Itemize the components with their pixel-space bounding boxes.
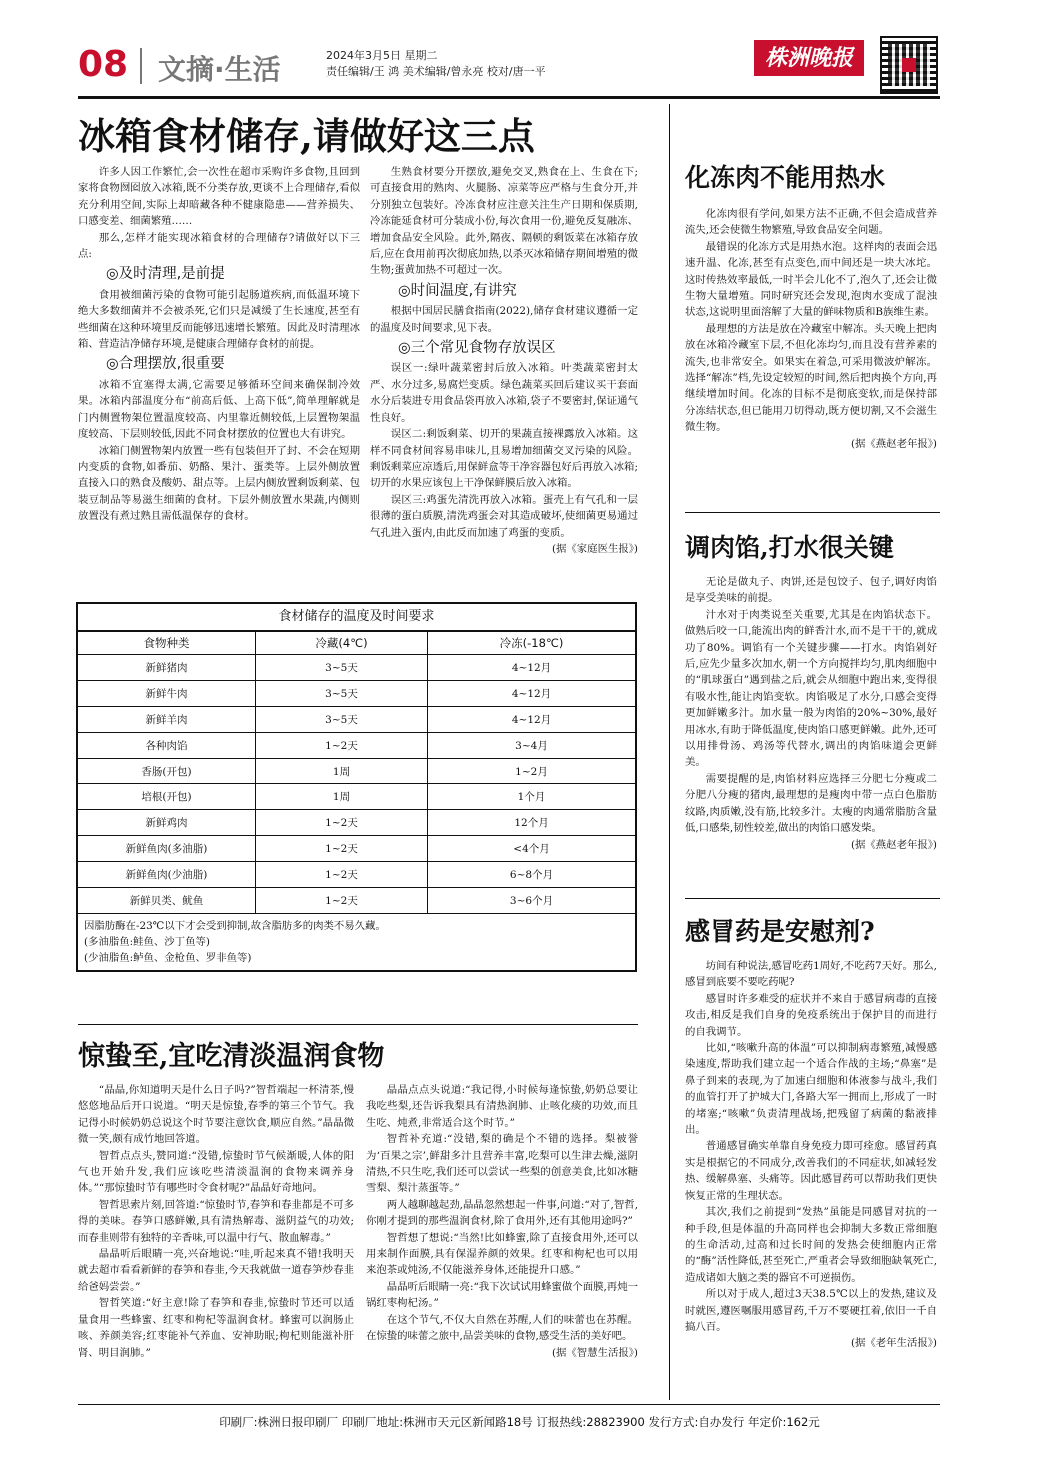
table-cell: 新鲜鱼肉(少油脂): [78, 862, 256, 888]
table-cell: 1~2天: [256, 888, 428, 914]
article5-paragraph: 所以对于成人,超过3天38.5℃以上的发热,建议及时就医,遵医嘱服用感冒药,千万不要硬扛着,依旧一千自搞八百。: [685, 1288, 937, 1333]
article2-title: 惊蛰至,宜吃清淡温润食物: [78, 1041, 385, 1072]
article1-column-1: [78, 164, 360, 525]
article4-paragraph: 无论是做丸子、肉饼,还是包饺子、包子,调好肉馅是享受美味的前提。: [685, 576, 937, 605]
article4-title: 调肉馅,打水很关键: [685, 533, 894, 562]
table-header-cell: 冷藏(4℃): [256, 632, 428, 655]
table-cell: 培根(开包): [78, 784, 256, 810]
column-separator: [669, 104, 670, 1400]
article2-paragraph: 智哲补充道:“没错,梨的确是个不错的选择。梨被誉为‘百果之宗’,鲜甜多汁且营养丰富,吃梨可以生津去燥,滋阴清热,不只生吃,我们还可以尝试一些梨的创意美食,比如冰糖雪梨、梨汁蒸蛋等。”: [366, 1133, 638, 1195]
article4-source: (据《燕赵老年报》): [850, 838, 937, 851]
footer-info: 印刷厂:株洲日报印刷厂 印刷厂地址:株洲市天元区新闻路18号 订报热线:28823900 发行方式:自办发行 年定价:162元: [219, 1415, 820, 1429]
article2-rule: [78, 1024, 638, 1025]
article1-paragraph: 冰箱不宜塞得太满,它需要足够循环空间来确保制冷效果。冰箱内部温度分布“前高后低、上高下低”,简单理解就是门内侧置物架位置温度较高、内里靠近侧较低,上层置物架温度较高、下层则较低,因此不同食材摆放的位置也大有讲究。: [78, 378, 360, 441]
table-row: [78, 810, 635, 836]
table-row: [78, 706, 635, 732]
table-row: [78, 758, 635, 784]
article1-paragraph: 生熟食材要分开摆放,避免交叉,熟食在上、生食在下;可直接食用的熟肉、火腿肠、凉菜等应严格与生食分开,并分别独立包装好。冷冻食材应注意关注生产日期和保质期,冷冻能延食材可分装成小份,每次食用一份,避免反复融冻、增加食品安全风险。此外,隔夜、隔顿的剩饭菜在冰箱存放后,应在食用前再次彻底加热,以杀灭冰箱储存期间增殖的微生物;蛋黄加热不可超过一次。: [370, 166, 638, 277]
article1-source: (据《家庭医生报》): [551, 542, 638, 555]
article2-paragraph: 晶晶点点头说道:“我记得,小时候每逢惊蛰,奶奶总要让我吃些梨,还告诉我梨具有清热润肺、止咳化痰的功效,而且生吃、炖煮,非常适合这个时节。”: [366, 1084, 638, 1129]
table-grid: [78, 631, 635, 914]
table-row: [78, 836, 635, 862]
table-header-row: [78, 632, 635, 655]
article5-title: 感冒药是安慰剂?: [685, 917, 875, 946]
table-notes: [78, 914, 635, 970]
header-info: [326, 48, 546, 80]
article2-paragraph: 智哲点点头,赞同道:“没错,惊蛰时节气候渐暖,人体的阳气也开始升发,我们应该吃些清淡温润的食物来调养身体。”“那惊蛰时节有哪些时令食材呢?”晶晶好奇地问。: [78, 1149, 354, 1195]
table-cell: 1个月: [428, 784, 635, 810]
article1-subhead: ◎三个常见食物存放误区: [398, 340, 556, 357]
article5-paragraph: 比如,“咳嗽升高的体温”可以抑制病毒繁殖,减慢感染速度,帮助我们建立起一个适合作战的主场;“鼻塞”是鼻子到来的表现,为了加速白细胞和体液参与战斗,我们的血管打开了护城大门,各路大军一拥而上,形成了一时的堵塞;“咳嗽”负责清理战场,把残留了病菌的黏液排出。: [685, 1042, 937, 1137]
article5-paragraph: 其次,我们之前提到“发热”虽能是同感冒对抗的一种手段,但是体温的升高同样也会抑制大多数正常细胞的生命活动,过高和过长时间的发热会使细胞内正常的“酶”活性降低,甚至死亡,严重者会导致细胞缺氧死亡,造成诸如大脑之类的器官不可逆损伤。: [685, 1206, 937, 1284]
article1-paragraph: 冰箱门侧置物架内放置一些有包装但开了封、不会在短期内变质的食物,如番茄、奶酪、果汁、蛋类等。上层外侧放置直接入口的熟食及酸奶、甜点等。上层内侧放置剩饭剩菜、包装豆制品等易滋生细菌的食材。下层外侧放置水果蔬,内侧则放置没有煮过熟且需低温保存的食材。: [78, 444, 360, 523]
table-row: [78, 680, 635, 706]
newspaper-logo: 株洲晚报: [754, 40, 864, 76]
article5-paragraph: 感冒时许多难受的症状并不来自于感冒病毒的直接攻击,相反是我们自身的免疫系统出于保护目的而进行的自我调节。: [685, 992, 937, 1038]
table-cell: 新鲜羊肉: [78, 706, 256, 732]
table-row: [78, 784, 635, 810]
article4-paragraph: 汁水对于肉类说至关重要,尤其是在肉馅状态下。做熟后咬一口,能流出肉的鲜香汁水,而不是干干的,就成功了80%。调馅有一个关键步骤——打水。肉馅剁好后,应先少量多次加水,朝一个方向搅拌均匀,肌肉细胞中的“肌球蛋白”遇到盐之后,就会从细胞中跑出来,变得很有吸水性,能让肉馅变软。肉馅吸足了水分,口感会变得更加鲜嫩多汁。加水量一般为肉馅的20%~30%,最好用冰水,有助于降低温度,使肉馅口感更鲜嫩。此外,还可以用排骨汤、鸡汤等代替水,调出的肉馅味道会更鲜美。: [685, 608, 937, 769]
table-cell: 3~5天: [256, 706, 428, 732]
table-cell: 1~2天: [256, 810, 428, 836]
article1-subhead: ◎时间温度,有讲究: [398, 282, 517, 299]
article2-column-1: [78, 1082, 354, 1361]
table-cell: <4个月: [428, 836, 635, 862]
article2-paragraph: 晶晶听后眼睛一亮,兴奋地说:“哇,听起来真不错!我明天就去超市看看新鲜的春笋和春韭,今天我就做一道春笋炒春韭给爸妈尝尝。”: [78, 1248, 354, 1293]
table-note: 因脂肪酶在-23℃以下才会受到抑制,故含脂肪多的肉类不易久藏。: [84, 919, 386, 932]
table-cell: 新鲜贝类、鱿鱼: [78, 888, 256, 914]
article4-paragraph: 需要提醒的是,肉馅材料应选择三分肥七分瘦或二分肥八分瘦的猪肉,最理想的是瘦肉中带一点白色脂肪纹路,肉质嫩,没有筋,比较多汁。太瘦的肉通常脂肪含量低,口感柴,韧性较差,做出的肉馅口感发柴。: [685, 772, 937, 835]
article2-paragraph: 晶晶听后眼睛一亮:“我下次试试用蜂蜜做个面膜,再炖一锅红枣枸杞汤。”: [366, 1280, 638, 1310]
article4-rule: [685, 512, 940, 513]
table-cell: 1~2天: [256, 732, 428, 758]
article3-paragraph: 最理想的方法是放在冷藏室中解冻。头天晚上把肉放在冰箱冷藏室下层,不但化冻均匀,而且没有营养素的流失,也非常安全。如果实在着急,可采用微波炉解冻。选择“解冻”档,先设定较短的时间,然后把肉换个方向,再继续增加时间。化冻的目标不是彻底变软,而是保持部分冻结状态,但已能用刀切得动,既方便切割,又不会滋生微生物。: [685, 322, 937, 434]
footer-rule: [78, 1404, 940, 1405]
qr-code-icon: [880, 36, 938, 94]
table-cell: 4~12月: [428, 655, 635, 681]
article1-paragraph: 根据中国居民膳食指南(2022),储存食材建议遵循一定的温度及时间要求,见下表。: [370, 305, 638, 334]
table-cell: 新鲜鱼肉(多油脂): [78, 836, 256, 862]
article3-title: 化冻肉不能用热水: [685, 163, 886, 192]
table-cell: 4~12月: [428, 706, 635, 732]
table-cell: 6~8个月: [428, 862, 635, 888]
article2-column-2: [366, 1082, 638, 1361]
table-cell: 12个月: [428, 810, 635, 836]
table-cell: 新鲜鸡肉: [78, 810, 256, 836]
editors-line: 责任编辑/王 鸿 美术编辑/曾永亮 校对/唐一平: [326, 65, 546, 78]
table-header-cell: 冷冻(-18℃): [428, 632, 635, 655]
article5-rule: [685, 898, 940, 899]
header-divider: [140, 48, 142, 84]
article1-paragraph: 食用被细菌污染的食物可能引起肠道疾病,而低温环境下绝大多数细菌并不会被杀死,它们只是减缓了生长速度,甚至有些细菌在这种环境里反而能够迅速增长繁殖。因此及时清理冰箱、营造洁净储存环境,是健康合理储存食材的前提。: [78, 288, 360, 351]
table-header-cell: 食物种类: [78, 632, 256, 655]
article1-column-2: [370, 164, 638, 557]
article1-paragraph: 误区二:剩饭剩菜、切开的果蔬直接裸露放入冰箱。这样不同食材间容易串味儿,且易增加细菌交叉污染的风险。剩饭剩菜应凉透后,用保鲜盒等干净容器包好后再放入冰箱;切开的水果应该包上干净保鲜膜后放入冰箱。: [370, 428, 638, 490]
article3-source: (据《燕赵老年报》): [850, 437, 937, 450]
article2-paragraph: 智哲想了想说:“当然!比如蜂蜜,除了直接食用外,还可以用来制作面膜,具有保湿养颜的效果。红枣和枸杞也可以用来泡茶或炖汤,不仅能滋养身体,还能提升口感。”: [366, 1231, 638, 1277]
table-cell: 新鲜猪肉: [78, 655, 256, 681]
table-row: [78, 732, 635, 758]
article2-paragraph: 智哲笑道:“好主意!除了春笋和春韭,惊蛰时节还可以适量食用一些蜂蜜、红枣和枸杞等温润食材。蜂蜜可以润肠止咳、养颜美容;红枣能补气养血、安神助眠;枸杞则能滋补肝肾、明目润肺。”: [78, 1297, 354, 1359]
table-note: (少油脂鱼:鲈鱼、金枪鱼、罗非鱼等): [84, 951, 252, 964]
article1-paragraph: 那么,怎样才能实现冰箱食材的合理储存?请做好以下三点:: [78, 231, 360, 261]
table-note: (多油脂鱼:鲑鱼、沙丁鱼等): [84, 935, 210, 948]
table-row: [78, 862, 635, 888]
article5-paragraph: 普通感冒确实单靠自身免疫力即可痊愈。感冒药真实是根据它的不同成分,改善我们的不同症状,如减轻发热、缓解鼻塞、头痛等。因此感冒药可以帮助我们更快恢复正常的生理状态。: [685, 1140, 937, 1202]
article1-title: 冰箱食材储存,请做好这三点: [78, 114, 535, 158]
article1-subhead: ◎合理摆放,很重要: [106, 356, 225, 373]
header-rule: [78, 96, 940, 99]
article5-paragraph: 坊间有种说法,感冒吃药1周好,不吃药7天好。那么,感冒到底要不要吃药呢?: [685, 960, 937, 989]
article3-body: [685, 206, 937, 452]
article3-paragraph: 最错误的化冻方式是用热水泡。这样肉的表面会迅速升温、化冻,甚至有点变色,而中间还是一块大冰坨。这时传热效率最低,一时半会儿化不了,泡久了,还会让微生物大量增殖。同时研究还会发现,泡肉水变成了混浊状态,这说明里面溶解了大量的鲜味物质和B族维生素。: [685, 240, 937, 319]
article3-paragraph: 化冻肉很有学问,如果方法不正确,不但会造成营养流失,还会使微生物繁殖,导致食品安全问题。: [685, 208, 937, 237]
article1-paragraph: 误区一:绿叶蔬菜密封后放入冰箱。叶类蔬菜密封太严、水分过多,易腐烂变质。绿色蔬菜买回后建议买干套面水分后装进专用食品袋再放入冰箱,袋子不要密封,保证通气性良好。: [370, 362, 638, 424]
article2-source: (据《智慧生活报》): [551, 1346, 638, 1359]
table-row: [78, 655, 635, 681]
table-cell: 香肠(开包): [78, 758, 256, 784]
table-cell: 3~6个月: [428, 888, 635, 914]
article5-source: (据《老年生活报》): [850, 1337, 937, 1350]
table-row: [78, 888, 635, 914]
section-title: 文摘·生活: [158, 53, 281, 86]
article1-paragraph: 许多人因工作繁忙,会一次性在超市采购许多食物,且回到家将食物囫囵放入冰箱,既不分类存放,更谈不上合理储存,看似充分利用空间,实际上却暗藏各种不健康隐患——营养损失、口感变差、细菌繁殖……: [78, 166, 360, 228]
article5-body: [685, 958, 937, 1352]
table-cell: 3~5天: [256, 655, 428, 681]
article1-subhead: ◎及时清理,是前提: [106, 266, 225, 283]
storage-table: [76, 602, 637, 972]
table-cell: 1~2天: [256, 862, 428, 888]
table-cell: 4~12月: [428, 680, 635, 706]
table-cell: 1~2天: [256, 836, 428, 862]
table-cell: 1周: [256, 784, 428, 810]
page-number: 08: [78, 44, 129, 85]
table-title: 食材储存的温度及时间要求: [78, 604, 635, 631]
article2-paragraph: 在这个节气,不仅大自然在苏醒,人们的味蕾也在苏醒。在惊蛰的味蕾之旅中,品尝美味的食物,感受生活的美好吧。: [366, 1313, 638, 1343]
table-cell: 新鲜牛肉: [78, 680, 256, 706]
table-cell: 1周: [256, 758, 428, 784]
article1-paragraph: 误区三:鸡蛋先清洗再放入冰箱。蛋壳上有气孔和一层很薄的蛋白质膜,清洗鸡蛋会对其造成破坏,使细菌更易通过气孔进入蛋内,由此反而加速了鸡蛋的变质。: [370, 493, 638, 539]
table-cell: 3~5天: [256, 680, 428, 706]
article4-body: [685, 574, 937, 853]
article2-paragraph: 智哲思索片刻,回答道:“惊蛰时节,春笋和春韭都是不可多得的美味。春笋口感鲜嫩,具有清热解毒、滋阴益气的功效;而春韭则带有独特的辛香味,可以温中行气、散血解毒。”: [78, 1198, 354, 1244]
article2-paragraph: “晶晶,你知道明天是什么日子吗?”智哲端起一杯清茶,慢悠悠地品后开口说道。“明天是惊蛰,春季的第三个节气。我记得小时候奶奶总说这个时节要注意饮食,顺应自然。”晶晶微微一笑,颇有成竹地回答道。: [78, 1084, 354, 1146]
table-cell: 3~4月: [428, 732, 635, 758]
date-line: 2024年3月5日 星期二: [326, 49, 438, 62]
table-cell: 各种肉馅: [78, 732, 256, 758]
table-cell: 1~2月: [428, 758, 635, 784]
article2-paragraph: 两人越聊越起劲,晶晶忽然想起一件事,问道:“对了,智哲,你刚才提到的那些温润食材,除了食用外,还有其他用途吗?”: [366, 1198, 638, 1228]
